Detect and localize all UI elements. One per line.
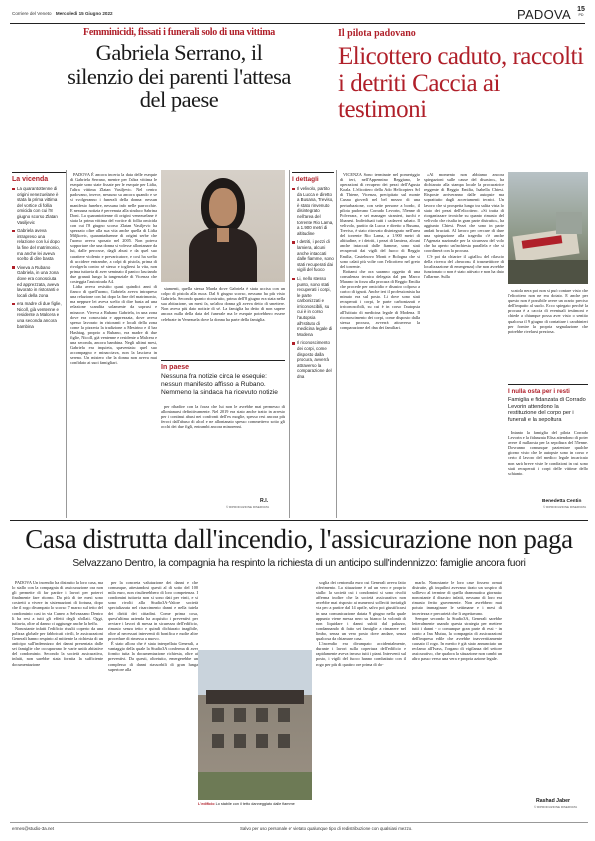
story2-kicker: Il pilota padovano: [338, 28, 416, 39]
story1-headline: Gabriela Serrano, il silenzio dei parenti l'attesa del paese: [67, 40, 291, 112]
masthead: [12, 11, 113, 16]
section-label: PADOVA: [516, 7, 571, 22]
story2-sub-head: Famiglia e fidanzata di Corrado Levorin attendono la restituzione del corpo per i funerali e la sepoltura: [508, 397, 586, 423]
masthead-title: Corriere del Veneto: [12, 11, 52, 16]
page-number: 15 PD: [577, 6, 585, 17]
footer-rule: [10, 822, 588, 823]
story3-col2: per la concreta valutazione dei danni e che comunque, attestandosi questi al di sotto del 100 mila euro, non risulterebbero di loro competenza. I condomini tuttavia non si sono dati per vinti, e si sono rivolti alla Studio3A-Valore società specializzata nel risarcimento danni e nella tutela dei diritti dei cittadini. Come prima cosa, quest'ultima azienda ha acquisito i preventivi per avviare i lavori di messa in sicurezza dell'edificio, rimasto senza tetto e quindi dichiarato inagibile, oltre al necessari interventi di bonifica e molte altre procedure di rimessa a nuovo. È stato allora che è stata interpellata Generali, a vantaggio della quale la Studio3A conferma di aver fornito tutta la documentazione richiesta, oltre ai preventivi. Da questi, oltretutto, emergerebbe un complesso di danni riassorbili di gran lunga superiore alla: [108, 580, 198, 672]
story2-body-col4: Intanto la famiglia del pilota Corrado Levorin e la fidanzata Elisa attendono di poter avere il nullaosta per la sepoltura del 55enne. Dovranno comunque pazientare qualche giorno visto che le autopsie sono in corso e certo il lavoro del medico legale incaricato non sarà breve viste le condizioni in cui sono stati recuperati i corpi delle vittime dello schianto.: [508, 430, 588, 476]
dettagli-left-divider: [289, 170, 290, 518]
helicopter-wreck-photo: [508, 172, 588, 284]
sidebar1-title: La vicenda: [12, 176, 49, 183]
footer-email: ermes@studio-3a.net: [12, 826, 55, 831]
header-rule: [10, 23, 585, 24]
sidebar1-item: era madre di due figlie, Nicoll, già ventenne e residente a Malcera e una seconda ancora bambina: [12, 301, 62, 329]
dettagli-item: Li, nello stesso punto, sono stati recuperati i corpi, le parte carbonizzati e irriconoscibili, su cui è in corso l'autopsia all'Istituto di medicina legale di Modena: [292, 276, 334, 338]
story1-signature: R.I.: [260, 498, 269, 504]
story3-subhead: Selvazzano Dentro, la compagnia ha respinto la richiesta di un anticipo sull'indennizzo: famiglie ancora fuori: [72, 558, 526, 569]
dettagli-top-rule: [292, 172, 334, 173]
story3-copyright: © RIPRODUZIONE RISERVATA: [534, 805, 578, 809]
dettagli-item: Il velivolo, partito da Lucca e diretto a Busana, Treviso, è stato rinvenuto disintegrato nell'area del torrente Rio Lama, a 1.900 metri di altitudine: [292, 186, 334, 236]
dettagli-item: I detriti, i pezzi di lamiera, alcuni anche intaccati dalle fiamme, sono stati recuperati dai vigili del fuoco: [292, 239, 334, 273]
story3-col2-cont: [108, 734, 194, 812]
story2-body-col2: «Al momento non abbiamo ancora spiegazioni sulle cause del disastro», ha dichiarato alla stampa locale la procuratrice reggente di Reggio Emilia, Isabella Chiesi. Risposte arriveranno dalle autopsie ma soprattutto dagli accertamenti tecnici. Un lavoro che si prospetta lungo tra salita vista lo stato dei pezzi dell'elicottero. «Si tratta di riorganizzare tecniche su quanto rimasto del velivolo che risalia in gran parte distrutto», ha aggiunto Chiesi. Pezzi che sono in parte andati bruciati. Al lavoro per cercare di dare una spiegazione alla tragedia c'è anche l'Agenzia nazionale per la sicurezza del volo che ha aperto un'inchiesta parallela e che si coordinerà con la procura. C'è poi da chiarire il «giallo» del rilascio della ricerca del «beacon» il trasmettitore di localizzazione di emergenza) che non avrebbe funzionato o non è stato attivato e non ha dato l'allarme. Sulla: [424, 172, 504, 279]
story3-photo-caption: L'edificio Lo stabile con il tetto danneggiato dalle fiamme: [198, 802, 295, 806]
story2-sub-kicker: I nulla osta per i resti: [508, 388, 570, 395]
story3-headline: Casa distrutta dall'incendio, l'assicurazione non paga: [25, 524, 573, 554]
victim-photo: [161, 170, 285, 282]
story1-sub-head: Nessuna fra notizie circa le esequie: nessun manifesto affisso a Rubano. Nemmeno la sindaca ha ricevuto notizie: [161, 373, 278, 396]
sidebar1-item: Viveva a Rubano Gabriela, in una zona dove era conosciuta ed apprezzata, aveva lavorato in ristoranti e locali della zona: [12, 265, 62, 299]
story1-sub-rule: [161, 360, 285, 361]
story3-top-rule: [10, 520, 588, 521]
sidebar1-top-rule: [12, 172, 66, 173]
dettagli-list: [292, 186, 334, 506]
story1-body-col3: per ribadire con la forza che lui non le avrebbe mai permesso di allontanarsi definitivamente. Nel 2019 era stato anche tratto in arresto per i continui abusi nei confronti dell'ex moglie, spesso resi ancora più feroci dall'abuso di alcol e ne allontanato spesso commettevo sotto gli occhi dei due figli, entrambi ancora minorenni.: [161, 404, 285, 430]
footer-notice: Salvo per uso personale e' vietato qualunque tipo di redistribuzione con qualsiasi mezzo.: [240, 826, 413, 831]
story3-col4: marlo. Nonostante le loro case fossero ormai distrutte, gli inquilini avevano tirato un sospiro di sollievo al termine di quella drammatica giornata: nonostante il disastro infatti, nessuno di loro era rimasto ferito gravemente. Non avrebbero mai potuto immaginare le settimane e i mesi di incertezza e precarietà che li aspettavano. Sempre secondo la Studio3A, Generali sarebbe letteralmente usando questa strategia per mettere tutti i danni - o comunque gran parte di essi - in conto a Ina Mutua, la compagnia di assicurazioni dell'impresa edile che avrebbe inavvertitamente causato il rogo. In merito è già stato annunciato un reclamo all'Ivass, l'organo di vigilanza del settore assicurativo, che qualora la situazione non cambi un altro passo verso una vera e propria azione legale.: [412, 580, 502, 662]
story3-col3: soglia dei centomila euro cui Generali aveva fatto riferimento. La situazione è ad un vero e proprio stallo: la società cui i condomini si sono rivolti afferma inoltre che la società assicurativa non avrebbe mai risposto ai numerosi solleciti inviatigli via pec a partire dal 14 aprile, salvo poi giustificarsi in una comunicazione datata 9 giugno nella quale appunto viene messa nero su bianco la volontà di non liquidare i danni subiti dal palazzo, condannando di fatto sei famiglie a rimanere nel limbo, senza un vero posto dove andare, senza qualcosa da chiamare casa. L'incendio era divampato accidentalmente, durante i lavori sulla copertura dell'edificio e rapidamente aveva invaso tutti i piani. Interventi sul posto, i vigili del fuoco hanno combattuto con il rogo per più di quattro ore prima di do-: [316, 580, 406, 667]
story1-sub-kicker: In paese: [161, 364, 190, 371]
story1-kicker: Femminicidi, fissati i funerali solo di una vittima: [83, 27, 275, 38]
story1-divider: [66, 170, 67, 518]
issue-date: Mercoledì 15 Giugno 2022: [55, 11, 113, 16]
dettagli-title: I dettagli: [292, 176, 319, 183]
sidebar1-item: La quarantottenne di origini venezuelane è stata la prima vittima del vortice di follia omicida con cui l'8 giugno scorso Zlatan Vasiljevic: [12, 186, 62, 225]
story1-copyright: © RIPRODUZIONE RISERVATA: [226, 505, 270, 509]
story2-divider: [336, 170, 337, 518]
story2-headline: Elicottero caduto, raccolti i detriti Caccia ai testimoni: [338, 43, 584, 123]
story2-body-col1: VICENZA Sono terminate nel pomeriggio di ieri, nell'Appennino Reggiano, le operazioni di recupero dei pezzi dell'Agusta Koala. L'elicottero della Ado Helicopters Srl di Thiene, Vicenza, precipitato sul monte Cusna giovedì nel bel mezzo di una perturbazione, con sette persone a bordo, il pilota padovano Corrado Levorin, 55enne di Polverara, e sei manager stranieri, turchi e libanesi. Individuati tutti i cadaveri sabato. Il velivolo, partito da Lucca e diretto a Busana, Treviso, è stato ritrovato disintegrato nell'area del torrente Rio Lama, a 1.900 metri di altitudine, e i detriti, i pezzi di lamiera, alcuni anche intaccati dalle fiamme, sono stati recuperati dai vigili del fuoco di Reggio Emilia, Castelnovo Monti e Bologna che si sono calati più volte con l'elicottero nel greto del torrente. Rottami che ora saranno oggetto di una consulenza tecnica delegata dal pm Marco Marano in forza alla procura di Reggio Emilia che procede per omicidio e disastro colposo a carico di ignoti. Anche ieri il professionista ha minuto era sul posto. Li dove sono stati recuperati i corpi, le parte carbonizzati e irriconoscibili, su cui è in corso l'autopsia all'Istituto di medicina legale di Modena. Il riconoscimento dei corpi, come disposto dalla stessa procura, avverrà attraverso la comparazione del dna dei familiari.: [340, 172, 420, 330]
story2-body-col3: scatola nera poi non si può contare visto che l'elicottero non ne era dotato. E anche per questo non è possibile avere un orario preciso dell'impatto al suolo. Ecco spiegato perché la procura è a caccia di eventuali testimoni e chiede a chiunque possa aver visto o sentito qualcosa il 9 giugno di contattare i carabinieri per fornire la propria segnalazione che potrebbe rivelarsi preziosa.: [508, 288, 588, 334]
story3-col1: PADOVA Un incendio ha distrutto la loro casa, ma lo stallo con la compagnia di assicurazione ora non gli permette di far partire i lavori per potervi finalmente fare ritorno. Da più di tre mesi sono costretti a vivere in sistemazioni di fortuna, dopo che il rogo divampato lo scorso 7 marzo sul tetto del condominio casi in via Cuneo a Selvazzano Dentro li ha resi a tutti gli effetti degli sfollati. Oggi, tuttavia, oltre al danno ci aggiunge anche la beffa. Nonostante infatti l'edificio risulti coperto da una polizza globale per fabbricati civili, le assicurazioni Generali hanno respinto al mittente la richiesta di un anticipo sull'indennizzo dei danni presentata dalle sei famiglie che occupavano le varie unità abitative del condominio. Secondo la società assicurativa, infatti, non sarebbe stata fornita la sufficiente documentazione: [12, 580, 103, 667]
story2-sub-rule: [508, 384, 588, 385]
burned-building-photo: [198, 650, 312, 800]
dettagli-item: Il riconoscimento dei corpi, come disposto dalla procura, avverrà attraverso la comparazione del dna: [292, 340, 334, 379]
story2-copyright: © RIPRODUZIONE RISERVATA: [543, 505, 587, 509]
story1-body-col1: PADOVA È ancora incerta la data delle esequie di Gabriela Serrano, mentre per l'altra vittima le esequie sono state fissate per le esequie per Lidia, l'altra vittima Zlatan Vasiljevic. Nel centro padovano, invece, nessuno sa ancora quando e se si svolgeranno i funerali della donna: nessun manifesto funebre, nessuna info nelle parrocchie. E nessuna notizia è pervenuta alla sindaco Sabrina Doni. La quarantottenne di origini venezuelane è stata la prima vittima del vortice di follia omicida con cui l'8 giugno scorso Zlatan Vasiljevic ha spezzato oltre alla sua vita anche quella di Lidia Miljkovic, quarantaduenne di origini serbe che l'uomo aveva sposato nel 2005. Non poteva sopportare che una donna si volesse allontanare da lui, dalle percosse, dagli abusi e da quel suo carattere violento e prevaricatore, e così ha scelto di uccidere entrambe, a colpi di pistola, prima di rivolgerla contro sé stesso e togliersi la vita, non prima tuttavia di aver seminato il panico lasciando due granati lungo la tangenziale di Vicenza che costeggia l'autostrada A4. Lidia aveva resistito quasi quindici anni di fianco di quell'uomo, Gabriela aveva intrapreso una relazione con lui dopo la fine del matrimonio, ma neppure lei aveva scelto di dire basta ad una relazione scandita solamente da soprusi e minacce. Viveva a Rubano Gabriela, in una zona dove era conosciuta e apprezzata, dove aveva spesso lavorato in ristoranti e locali della zona come la pizzeria la tradizione a Mestrino e il bar Hashtag, proprio a Rubano, era madre di due figlie, Nicoll, già ventenne e residente a Malcera e una seconda, ancora bambina. Negli ultimi mesi, Gabriela era inquieta, spaventata: quel suo accompagno e minacciava, non la lasciava in sereno. Un mistero che la donna non aveva mai confidato ai suoi famigliari.: [70, 172, 157, 366]
story1-body-col2: stamenti, quella stessa Marda dove Gabriela è stata uccisa con un colpo di pistola alla nuca. Dal 6 giugno scorso, nessuno ha più visto Gabriela. Secondo quanto ricostruito, prima dell'8 giugno era stata nella sua abitazione, un mesi fa, un'altra donna gli aveva detto di smettere. Non aveva più dato notizie di sé. La famiglia ha detto di non sapere ancora nulla della data del funerale ma le esequie potrebbero essere celebrate in Venezuela dove la donna ha parte della famiglia.: [161, 286, 285, 322]
sidebar1-item: Gabriela aveva intrapreso una relazione con lui dopo la fine del matrimonio, ma anche lei aveva scelto di dire basta: [12, 228, 62, 262]
story3-signature: Rashad Jaber: [536, 798, 571, 804]
sidebar1-list: [12, 186, 62, 486]
story2-signature: Benedetta Centin: [542, 499, 582, 504]
